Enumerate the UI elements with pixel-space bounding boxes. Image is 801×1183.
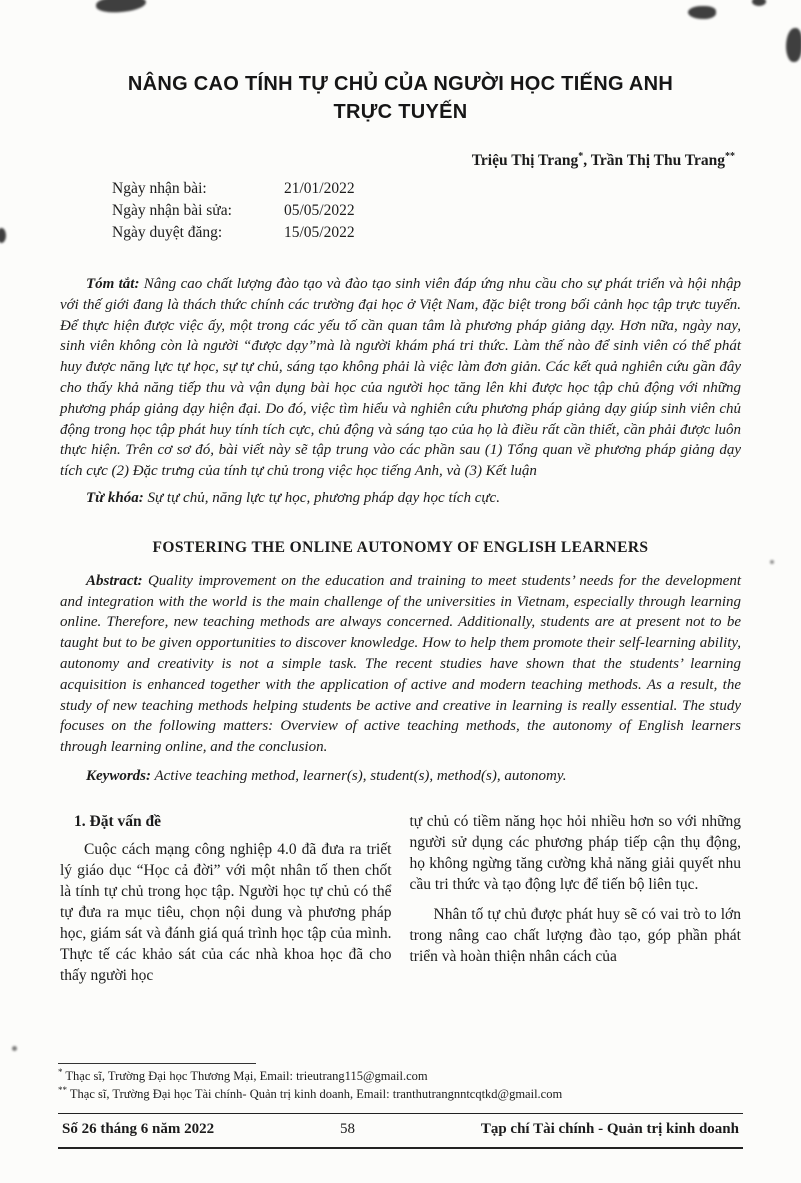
right-column-paragraph-2: Nhân tố tự chủ được phát huy sẽ có vai trò to lớn trong nâng cao chất lượng đào tạo, góp phần phát triển và hoàn thiện nhân cách của xyxy=(409,905,741,965)
abstract-vietnamese xyxy=(60,274,741,482)
paper-title xyxy=(60,70,741,126)
scan-artifact xyxy=(95,0,146,15)
footnote-2-text: Thạc sĩ, Trường Đại học Tài chính- Quản trị kinh doanh, Email: tranthutrangnntcqtkd@gmail.com xyxy=(67,1086,563,1101)
date-received-label: Ngày nhận bài: xyxy=(112,180,207,197)
footnote-1-text: Thạc sĩ, Trường Đại học Thương Mại, Email: trieutrang115@gmail.com xyxy=(62,1069,428,1083)
right-column-paragraph-1: tự chủ có tiềm năng học hỏi nhiều hơn so với những người sử dụng các phương pháp tiếp cận thụ động, họ không ngừng tăng cường khả năng giải quyết nhu cầu tri thức và tạo động lực để tiến bộ liên tục. xyxy=(409,812,741,893)
author-2-affiliation-mark: ** xyxy=(725,150,735,162)
author-separator: , xyxy=(583,152,591,169)
date-accepted-row xyxy=(60,222,741,244)
right-column xyxy=(410,811,742,986)
left-column xyxy=(60,811,392,986)
keywords-english xyxy=(60,766,741,787)
page-bottom-block xyxy=(58,1063,743,1149)
footnote-2 xyxy=(58,1086,743,1104)
keywords-vietnamese-label: Từ khóa: xyxy=(86,489,144,506)
journal-footer xyxy=(58,1113,743,1149)
date-revised-value: 05/05/2022 xyxy=(284,202,355,219)
date-revised-row xyxy=(60,200,741,222)
footnote-2-mark: ** xyxy=(58,1084,67,1095)
scan-artifact xyxy=(752,0,766,6)
author-2: Trần Thị Thu Trang xyxy=(590,152,725,169)
footnote-1-mark: * xyxy=(58,1066,63,1077)
abstract-english-text: Quality improvement on the education and training to meet students’ needs for the development and integration with the world is the main challenge of the universities in Vietnam, especially through learning online. Therefore, new teaching methods are always concerned. Additionally, students are at present not to be taught but to be given opportunities to discover knowledge. How to help them promote their self-learning ability, autonomy and creativity is not a simple task. The recent studies have shown that the students’ learning acquisition is enhanced together with the application of active and modern teaching methods. As a result, the study of new teaching methods helping students be active and creative in learning is really essential. The study focuses on the following matters: Overview of active teaching methods, the autonomy of English learners through learning online, and the conclusion. xyxy=(60,572,741,756)
author-1: Triệu Thị Trang xyxy=(471,152,579,169)
section-1-heading: 1. Đặt vấn đề xyxy=(74,812,161,830)
footer-journal-name: Tạp chí Tài chính - Quản trị kinh doanh xyxy=(480,1121,739,1137)
keywords-english-label: Keywords: xyxy=(86,767,151,784)
keywords-vietnamese xyxy=(60,488,741,509)
keywords-english-text: Active teaching method, learner(s), student(s), method(s), autonomy. xyxy=(151,767,567,784)
date-received-row xyxy=(60,178,741,200)
keywords-vietnamese-text: Sự tự chủ, năng lực tự học, phương pháp dạy học tích cực. xyxy=(143,489,500,506)
abstract-vietnamese-label: Tóm tắt: xyxy=(86,276,140,292)
date-accepted-label: Ngày duyệt đăng: xyxy=(112,224,223,241)
paper-title-line1: NÂNG CAO TÍNH TỰ CHỦ CỦA NGƯỜI HỌC TIẾNG ANH xyxy=(127,73,674,95)
scan-artifact xyxy=(786,28,801,62)
left-column-paragraph: Cuộc cách mạng công nghiệp 4.0 đã đưa ra triết lý giáo dục “Học cả đời” với một nhân tố then chốt là tính tự chủ trong học tập. Người học tự chủ có thể tự đưa ra mục tiêu, chọn nội dung và phương pháp học, giám sát và đánh giá quá trình học tập của mình. Thực tế các khảo sát của các nhà khoa học đã cho thấy người học xyxy=(60,840,392,984)
paper-title-line2: TRỰC TUYẾN xyxy=(333,101,468,123)
footnote-1 xyxy=(58,1068,743,1086)
footer-issue: Số 26 tháng 6 năm 2022 xyxy=(62,1121,215,1137)
author-1-affiliation-mark: * xyxy=(578,150,584,162)
authors-line xyxy=(60,152,741,170)
scan-artifact xyxy=(12,1046,17,1051)
footer-page-number: 58 xyxy=(339,1121,355,1137)
date-accepted-value: 15/05/2022 xyxy=(284,224,355,241)
date-revised-label: Ngày nhận bài sửa: xyxy=(112,202,232,219)
abstract-english xyxy=(60,571,741,758)
scan-artifact xyxy=(688,6,716,19)
date-received-value: 21/01/2022 xyxy=(284,180,355,197)
two-column-body xyxy=(60,811,741,986)
submission-dates xyxy=(60,178,741,244)
abstract-english-label: Abstract: xyxy=(86,572,143,589)
english-title: FOSTERING THE ONLINE AUTONOMY OF ENGLISH LEARNERS xyxy=(152,538,649,556)
abstract-vietnamese-text: Nâng cao chất lượng đào tạo và đào tạo sinh viên đáp ứng nhu cầu cho sự phát triển và hội nhập với thế giới đang là thách thức chính các trường đại học ở Việt Nam, đặc biệt trong bối cảnh học tập trực tuyến. Để thực hiện được việc ấy, một trong các yếu tố cần quan tâm là phương pháp giảng dạy. Hơn nữa, ngày nay, sinh viên không còn là người “được dạy”mà là người khám phá tri thức. Làm thế nào để sinh viên có thể phát huy được năng lực tự học, sự tự chủ, sáng tạo không phải là việc làm đơn giản. Các kết quả nghiên cứu gần đây cho thấy khả năng tiếp thu và vận dụng bài học của người học tăng lên khi được học tập chủ động với những phương pháp giảng dạy hiện đại. Do đó, việc tìm hiểu và nghiên cứu phương pháp giảng dạy giúp sinh viên chủ động trong học tập phát huy tính tích cực, chủ động và sáng tạo của họ là điều rất cần thiết, cần phải được luôn thực hiện. Trên cơ sơ đó, bài viết này sẽ tập trung vào các phần sau (1) Tổng quan về phương pháp giảng dạy tích cực (2) Đặc trưng của tính tự chủ trong việc học tiếng Anh, và (3) Kết luận xyxy=(60,276,741,480)
footnote-separator xyxy=(58,1063,256,1064)
footnotes xyxy=(58,1068,743,1103)
